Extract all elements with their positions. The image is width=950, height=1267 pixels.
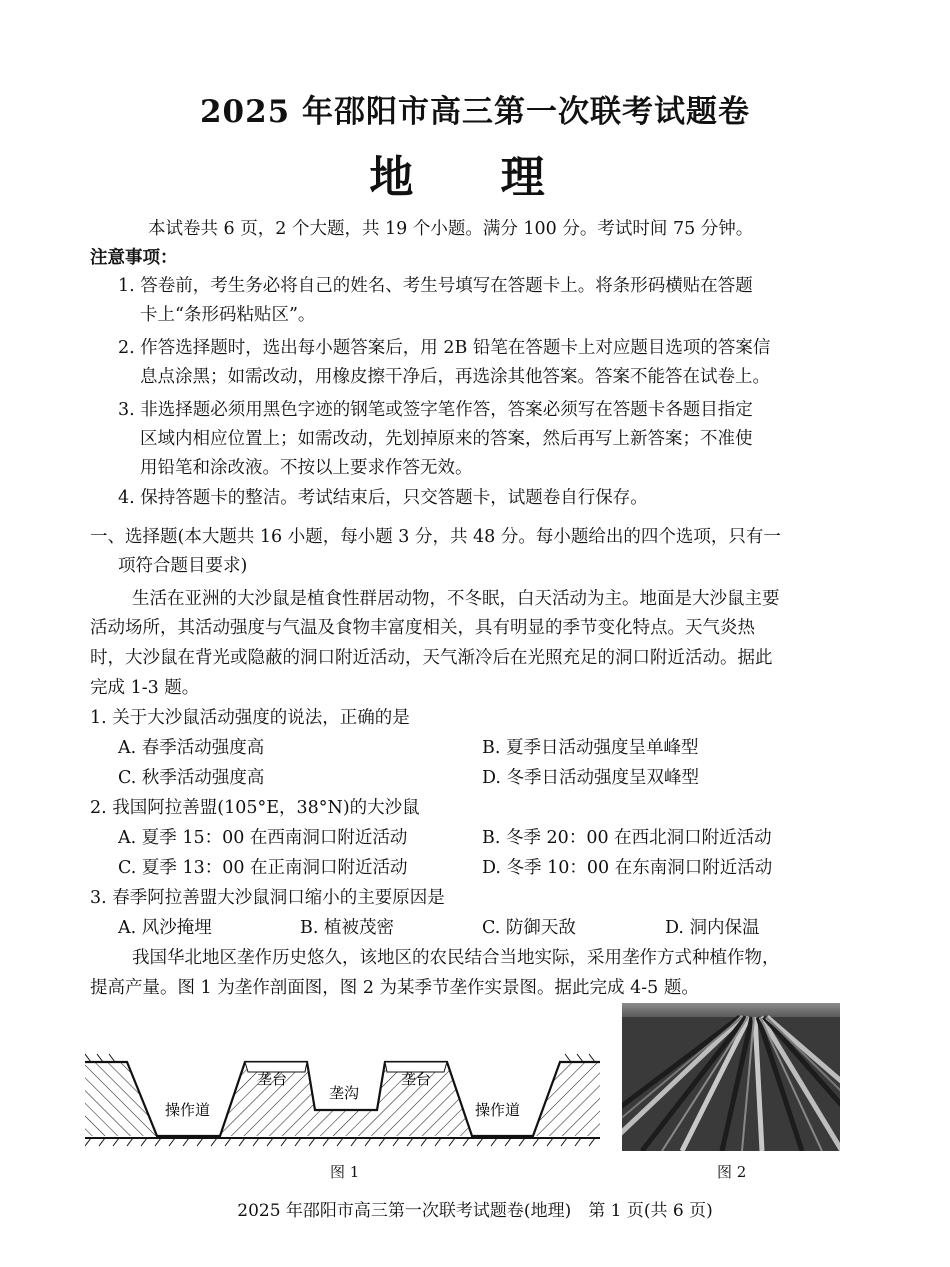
notice-item-1-line-2: 卡上“条形码粘贴区”。: [140, 305, 316, 325]
label-ridge-left: 垄台: [257, 1070, 288, 1088]
notice-heading: 注意事项：: [90, 248, 178, 268]
question-2-option-c: C. 夏季 13：00 在正南洞口附近活动: [118, 858, 408, 878]
section-1-heading-line-2: 项符合题目要求): [118, 556, 248, 576]
passage-1-line-2: 活动场所，其活动强度与气温及食物丰富度相关，具有明显的季节变化特点。天气炎热: [90, 618, 755, 638]
label-work-path-right: 操作道: [475, 1101, 521, 1119]
question-1-option-c: C. 秋季活动强度高: [118, 768, 265, 788]
notice-item-1-line-1: 1. 答卷前，考生务必将自己的姓名、考生号填写在答题卡上。将条形码横贴在答题: [118, 276, 753, 296]
notice-item-4-line-1: 4. 保持答题卡的整洁。考试结束后，只交答题卡，试题卷自行保存。: [118, 488, 648, 508]
ground-hatch: [85, 1138, 595, 1146]
question-2-option-b: B. 冬季 20：00 在西北洞口附近活动: [482, 828, 772, 848]
figure-1-caption: 图 1: [330, 1163, 360, 1181]
left-bank: [85, 1062, 157, 1136]
question-3-option-d: D. 洞内保温: [665, 918, 760, 938]
passage-1-line-4: 完成 1-3 题。: [90, 678, 200, 698]
notice-item-3-line-3: 用铅笔和涂改液。不按以上要求作答无效。: [140, 458, 473, 478]
question-2-option-a: A. 夏季 15：00 在西南洞口附近活动: [118, 828, 408, 848]
ridge-cross-section-diagram: [85, 1040, 610, 1155]
bank-top-ticks: [85, 1054, 595, 1062]
notice-item-3-line-2: 区域内相应位置上；如需改动，先划掉原来的答案，然后再写上新答案；不准使: [140, 429, 753, 449]
question-3-option-b: B. 植被茂密: [300, 918, 394, 938]
section-1-heading: 一、选择题(本大题共 16 小题，每小题 3 分，共 48 分。每小题给出的四个选项，只有一: [90, 527, 781, 547]
page-footer: 2025 年邵阳市高三第一次联考试题卷(地理) 第 1 页(共 6 页): [237, 1201, 713, 1221]
subject-title: 地 理: [369, 152, 581, 203]
notice-item-2-line-1: 2. 作答选择题时，选出每小题答案后，用 2B 铅笔在答题卡上对应题目选项的答案信: [118, 338, 771, 358]
question-3-stem: 3. 春季阿拉善盟大沙鼠洞口缩小的主要原因是: [90, 888, 445, 908]
figure-2-caption: 图 2: [717, 1163, 747, 1181]
label-ridge-right: 垄台: [401, 1070, 432, 1088]
passage-1-line-3: 时，大沙鼠在背光或隐蔽的洞口附近活动，天气渐冷后在光照充足的洞口附近活动。据此: [90, 648, 773, 668]
passage-1-line-1: 生活在亚洲的大沙鼠是植食性群居动物，不冬眠，白天活动为主。地面是大沙鼠主要: [132, 589, 780, 609]
notice-item-3-line-1: 3. 非选择题必须用黑色字迹的钢笔或签字笔作答，答案必须写在答题卡各题目指定: [118, 400, 753, 420]
question-1-option-b: B. 夏季日活动强度呈单峰型: [482, 738, 699, 758]
question-1-stem: 1. 关于大沙鼠活动强度的说法，正确的是: [90, 708, 410, 728]
question-3-option-a: A. 风沙掩埋: [118, 918, 212, 938]
ridge-field-photo: [622, 1003, 840, 1151]
exam-title: 2025 年邵阳市高三第一次联考试题卷: [199, 94, 751, 130]
label-furrow: 垄沟: [329, 1084, 360, 1102]
right-bank: [533, 1062, 600, 1136]
intro-text: 本试卷共 6 页，2 个大题，共 19 个小题。满分 100 分。考试时间 75 分钟。: [148, 219, 754, 239]
notice-item-2-line-2: 息点涂黑；如需改动，用橡皮擦干净后，再选涂其他答案。答案不能答在试卷上。: [140, 367, 770, 387]
question-2-stem: 2. 我国阿拉善盟(105°E，38°N)的大沙鼠: [90, 798, 420, 818]
question-2-option-d: D. 冬季 10：00 在东南洞口附近活动: [482, 858, 773, 878]
question-1-option-d: D. 冬季日活动强度呈双峰型: [482, 768, 700, 788]
passage-2-line-1: 我国华北地区垄作历史悠久，该地区的农民结合当地实际，采用垄作方式种植作物，: [132, 948, 780, 968]
question-1-option-a: A. 春季活动强度高: [118, 738, 265, 758]
label-work-path-left: 操作道: [165, 1101, 211, 1119]
passage-2-line-2: 提高产量。图 1 为垄作剖面图，图 2 为某季节垄作实景图。据此完成 4-5 题。: [90, 978, 699, 998]
question-3-option-c: C. 防御天敌: [482, 918, 576, 938]
